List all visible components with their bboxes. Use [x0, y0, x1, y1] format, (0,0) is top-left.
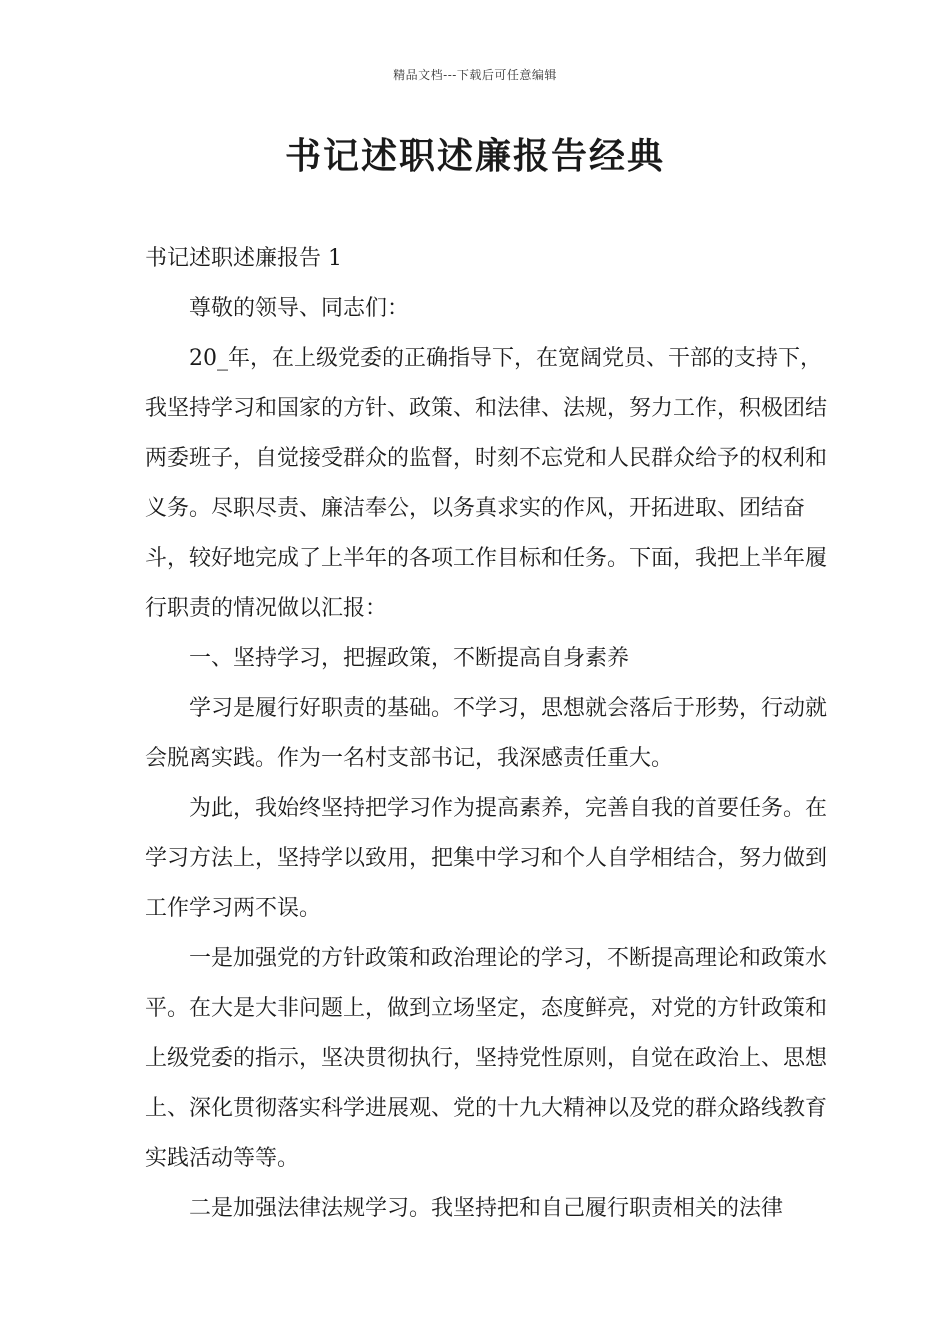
paragraph-intro: 20_年，在上级党委的正确指导下，在宽阔党员、干部的支持下，我坚持学习和国家的方针、政策、和法律、法规，努力工作，积极团结两委班子，自觉接受群众的监督，时刻不忘党和人民群众给予的权利和义务。尽职尽责、廉洁奉公，以务真求实的作风，开拓进取、团结奋斗，较好地完成了上半年的各项工作目标和任务。下面，我把上半年履行职责的情况做以汇报：: [145, 346, 828, 621]
salutation: 尊敬的领导、同志们：: [189, 296, 410, 321]
document-title: 书记述职述廉报告经典: [284, 135, 665, 177]
heading-one: 一、坚持学习，把握政策，不断提高自身素养: [189, 646, 630, 671]
document-body: [145, 234, 830, 1234]
paragraph-study-basis: 学习是履行好职责的基础。不学习，思想就会落后于形势，行动就会脱离实践。作为一名村支部书记，我深感责任重大。: [145, 696, 828, 771]
paragraph-point-two: 二是加强法律法规学习。我坚持把和自己履行职责相关的法律: [189, 1196, 784, 1221]
section-title: 书记述职述廉报告 1: [145, 246, 342, 271]
paragraph-study-method: 为此，我始终坚持把学习作为提高素养，完善自我的首要任务。在学习方法上，坚持学以致用，把集中学习和个人自学相结合，努力做到工作学习两不误。: [145, 796, 828, 921]
paragraph-point-one: 一是加强党的方针政策和政治理论的学习，不断提高理论和政策水平。在大是大非问题上，做到立场坚定，态度鲜亮，对党的方针政策和上级党委的指示，坚决贯彻执行，坚持党性原则，自觉在政治上、思想上、深化贯彻落实科学进展观、党的十九大精神以及党的群众路线教育实践活动等等。: [145, 946, 828, 1171]
header-note: 精品文档---下载后可任意编辑: [393, 68, 557, 82]
